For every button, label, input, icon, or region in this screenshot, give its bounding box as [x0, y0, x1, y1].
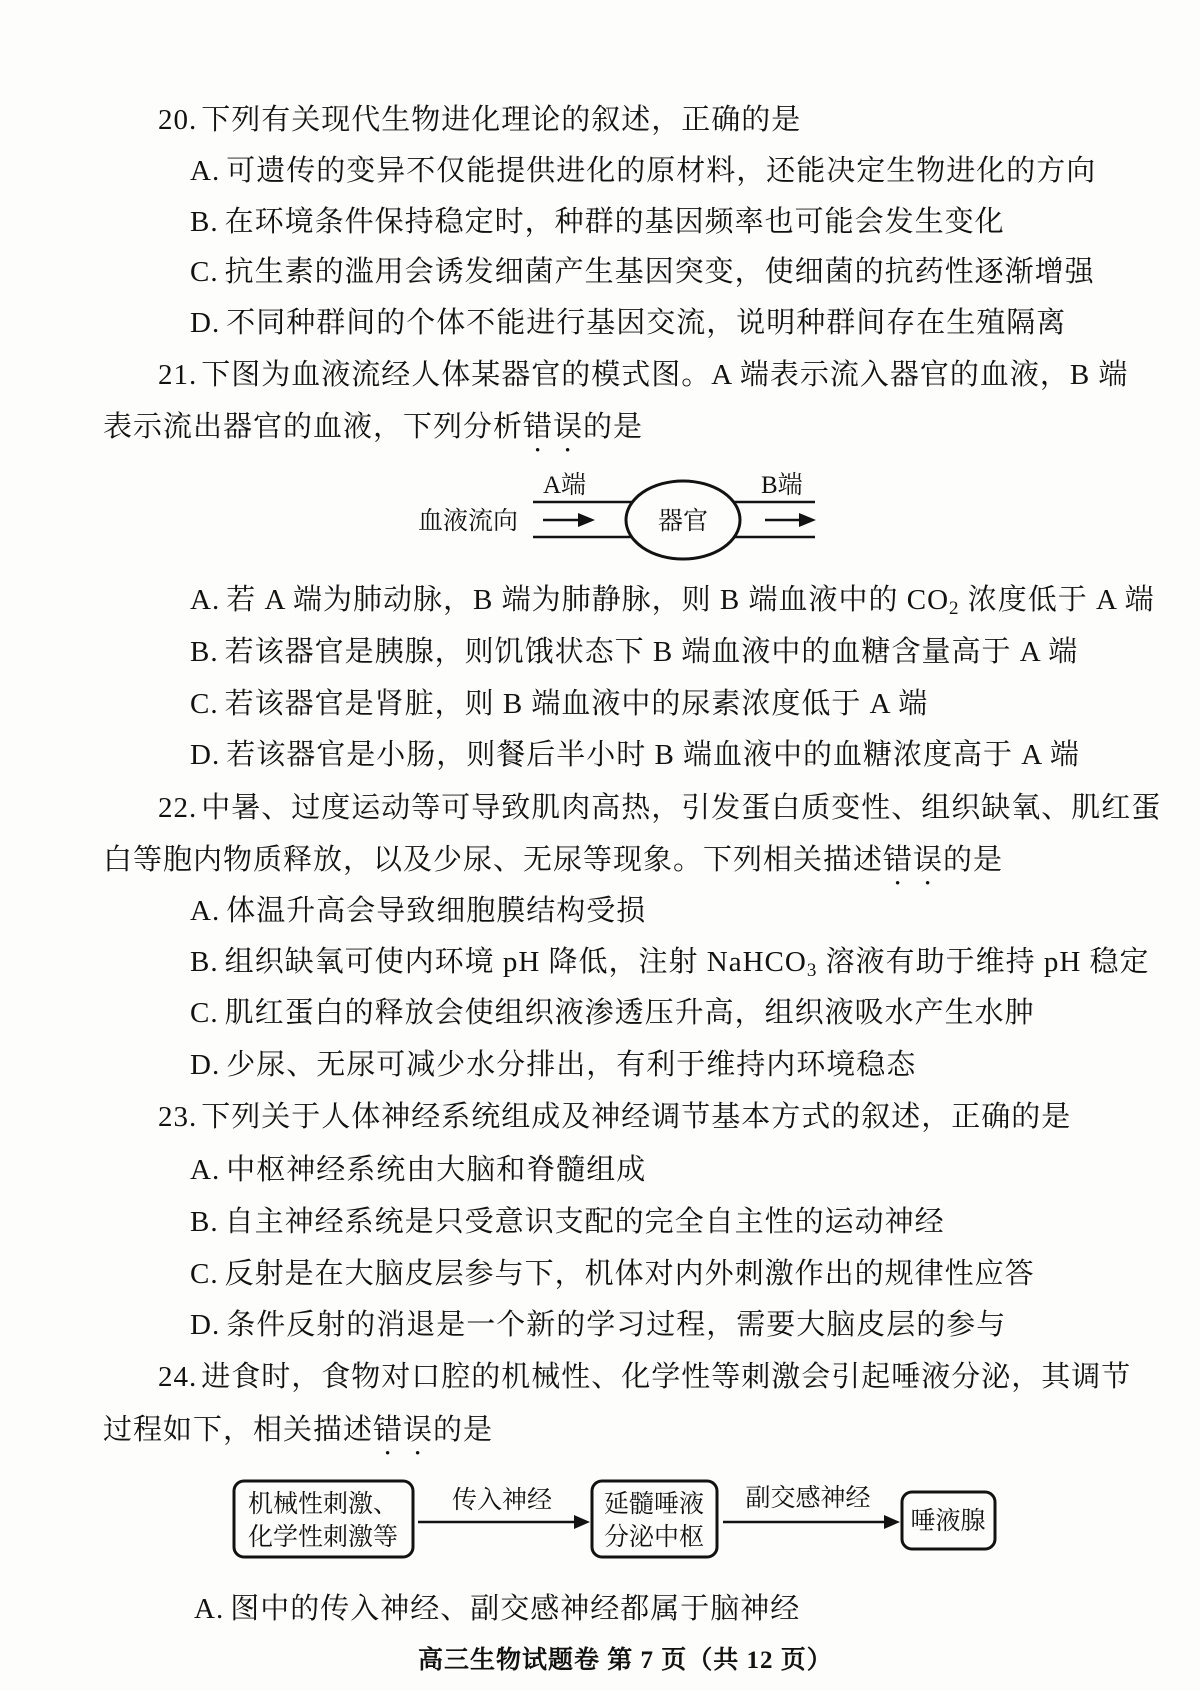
center-text-line-1: 延髓唾液: [603, 1491, 705, 1518]
question-24-stem-line-2: [103, 1413, 493, 1462]
option-letter: D.: [190, 1049, 221, 1081]
option-text: 自主神经系统是只受意识支配的完全自主性的运动神经: [224, 1206, 945, 1238]
option-text: 若该器官是肾脏，则 B 端血液中的尿素浓度低于 A 端: [224, 688, 929, 720]
question-22-option-c: [190, 996, 1035, 1030]
option-text: 肌红蛋白的释放会使组织液渗透压升高，组织液吸水产生水肿: [224, 997, 1035, 1029]
question-23-option-a: [190, 1153, 646, 1187]
question-20-option-a: [190, 154, 1096, 188]
option-text: 少尿、无尿可减少水分排出，有利于维持内环境稳态: [226, 1049, 917, 1081]
question-24-stem-part-3: 的是: [433, 1414, 494, 1446]
blood-flow-direction-label: 血液流向: [418, 508, 519, 535]
question-22-stem-part-1: 中暑、过度运动等可导致肌肉高热，引发蛋白质变性、组织缺氧、肌红蛋: [201, 792, 1162, 824]
question-20-option-c: [190, 255, 1095, 289]
question-21-stem-line-1: [158, 358, 1128, 392]
question-21-stem-part-1: 下图为血液流经人体某器官的模式图。A 端表示流入器官的血液，B 端: [201, 359, 1129, 391]
option-letter: B.: [190, 1206, 219, 1238]
question-24-option-a: [194, 1592, 800, 1626]
question-21-option-b: [190, 635, 1078, 669]
option-letter: B.: [190, 946, 219, 978]
question-21-option-a: [190, 583, 1155, 617]
question-21-option-d: [190, 738, 1080, 772]
option-letter: A.: [194, 1593, 225, 1625]
question-20-option-d: [190, 306, 1066, 340]
emphasized-keyword: 错误: [373, 1414, 434, 1446]
option-text: 条件反射的消退是一个新的学习过程，需要大脑皮层的参与: [226, 1309, 1007, 1341]
question-22-stem-line-1: [158, 791, 1161, 825]
option-letter: C.: [190, 997, 219, 1029]
outlet-end-label: B端: [761, 472, 803, 499]
question-23-option-b: [190, 1205, 945, 1239]
afferent-arrow-head-icon: [574, 1515, 590, 1529]
blood-flow-organ-diagram: [0, 455, 1200, 565]
afferent-nerve-label: 传入神经: [451, 1487, 553, 1514]
stimulus-text-line-1: 机械性刺激、: [247, 1491, 399, 1518]
question-23-option-c: [190, 1257, 1035, 1291]
option-letter: A.: [190, 895, 221, 927]
question-23-stem-line: [158, 1100, 1071, 1134]
stimulus-text-line-2: 化学性刺激等: [247, 1524, 399, 1551]
salivary-reflex-flow-diagram: [0, 1470, 1200, 1570]
inlet-end-label: A端: [543, 472, 587, 499]
question-20-number: 20.: [158, 104, 198, 136]
question-24-stem-part-2: 过程如下，相关描述: [103, 1414, 374, 1446]
inlet-arrow-head-icon: [578, 513, 595, 527]
question-24-number: 24.: [158, 1361, 198, 1393]
question-21-number: 21.: [158, 359, 198, 391]
salivary-gland-label: 唾液腺: [910, 1508, 986, 1535]
emphasized-keyword: 错误: [523, 411, 584, 443]
option-letter: A.: [190, 584, 221, 616]
question-20-option-b: [190, 205, 1005, 239]
page-footer: 高三生物试题卷 第 7 页（共 12 页）: [418, 1647, 833, 1674]
question-24-stem-line-1: [158, 1360, 1131, 1394]
option-text: 中枢神经系统由大脑和脊髓组成: [226, 1154, 647, 1186]
question-21-stem-part-3: 的是: [583, 411, 644, 443]
option-subscript: 3: [806, 960, 818, 981]
question-22-stem-line-2: [103, 843, 1003, 892]
question-22-stem-part-3: 的是: [943, 844, 1004, 876]
parasympathetic-nerve-label: 副交感神经: [745, 1485, 871, 1512]
question-21-stem-part-2: 表示流出器官的血液，下列分析: [103, 411, 524, 443]
question-23-option-d: [190, 1308, 1006, 1342]
option-letter: D.: [190, 307, 221, 339]
option-subscript: 2: [949, 598, 960, 619]
option-text: 可遗传的变异不仅能提供进化的原材料，还能决定生物进化的方向: [226, 155, 1097, 187]
question-23-stem: 下列关于人体神经系统组成及神经调节基本方式的叙述，正确的是: [201, 1101, 1072, 1133]
question-22-option-b: [190, 945, 1150, 979]
option-text: 反射是在大脑皮层参与下，机体对内外刺激作出的规律性应答: [224, 1258, 1035, 1290]
option-text: 若 A 端为肺动脉，B 端为肺静脉，则 B 端血液中的 CO: [226, 584, 950, 616]
option-text: 体温升高会导致细胞膜结构受损: [226, 895, 647, 927]
question-22-option-d: [190, 1048, 916, 1082]
question-22-option-a: [190, 894, 646, 928]
option-text: 图中的传入神经、副交感神经都属于脑神经: [230, 1593, 801, 1625]
option-letter: B.: [190, 636, 219, 668]
efferent-arrow-head-icon: [884, 1515, 900, 1529]
question-22-stem-part-2: 白等胞内物质释放，以及少尿、无尿等现象。下列相关描述: [103, 844, 884, 876]
option-text: 组织缺氧可使内环境 pH 降低，注射 NaHCO: [224, 946, 807, 978]
organ-label: 器官: [657, 508, 709, 535]
option-text: 不同种群间的个体不能进行基因交流，说明种群间存在生殖隔离: [226, 307, 1067, 339]
question-21-option-c: [190, 687, 928, 721]
option-text: 若该器官是胰腺，则饥饿状态下 B 端血液中的血糖含量高于 A 端: [224, 636, 1079, 668]
question-23-number: 23.: [158, 1101, 198, 1133]
option-letter: B.: [190, 206, 219, 238]
option-text-continued: 溶液有助于维持 pH 稳定: [817, 946, 1150, 978]
question-20-stem: 下列有关现代生物进化理论的叙述，正确的是: [201, 104, 802, 136]
outlet-arrow-head-icon: [799, 513, 816, 527]
question-24-stem-part-1: 进食时，食物对口腔的机械性、化学性等刺激会引起唾液分泌，其调节: [201, 1361, 1132, 1393]
question-22-number: 22.: [158, 792, 198, 824]
option-letter: C.: [190, 256, 219, 288]
emphasized-keyword: 错误: [883, 844, 944, 876]
option-text: 若该器官是小肠，则餐后半小时 B 端血液中的血糖浓度高于 A 端: [226, 739, 1080, 771]
option-letter: C.: [190, 688, 219, 720]
option-letter: A.: [190, 155, 221, 187]
option-text: 抗生素的滥用会诱发细菌产生基因突变，使细菌的抗药性逐渐增强: [224, 256, 1095, 288]
question-21-stem-line-2: [103, 410, 643, 459]
option-letter: C.: [190, 1258, 219, 1290]
option-letter: D.: [190, 1309, 221, 1341]
center-text-line-2: 分泌中枢: [603, 1524, 705, 1551]
option-text: 在环境条件保持稳定时，种群的基因频率也可能会发生变化: [224, 206, 1005, 238]
option-letter: A.: [190, 1154, 221, 1186]
option-text-continued: 浓度低于 A 端: [959, 584, 1155, 616]
question-20-stem-line: [158, 103, 801, 137]
option-letter: D.: [190, 739, 221, 771]
